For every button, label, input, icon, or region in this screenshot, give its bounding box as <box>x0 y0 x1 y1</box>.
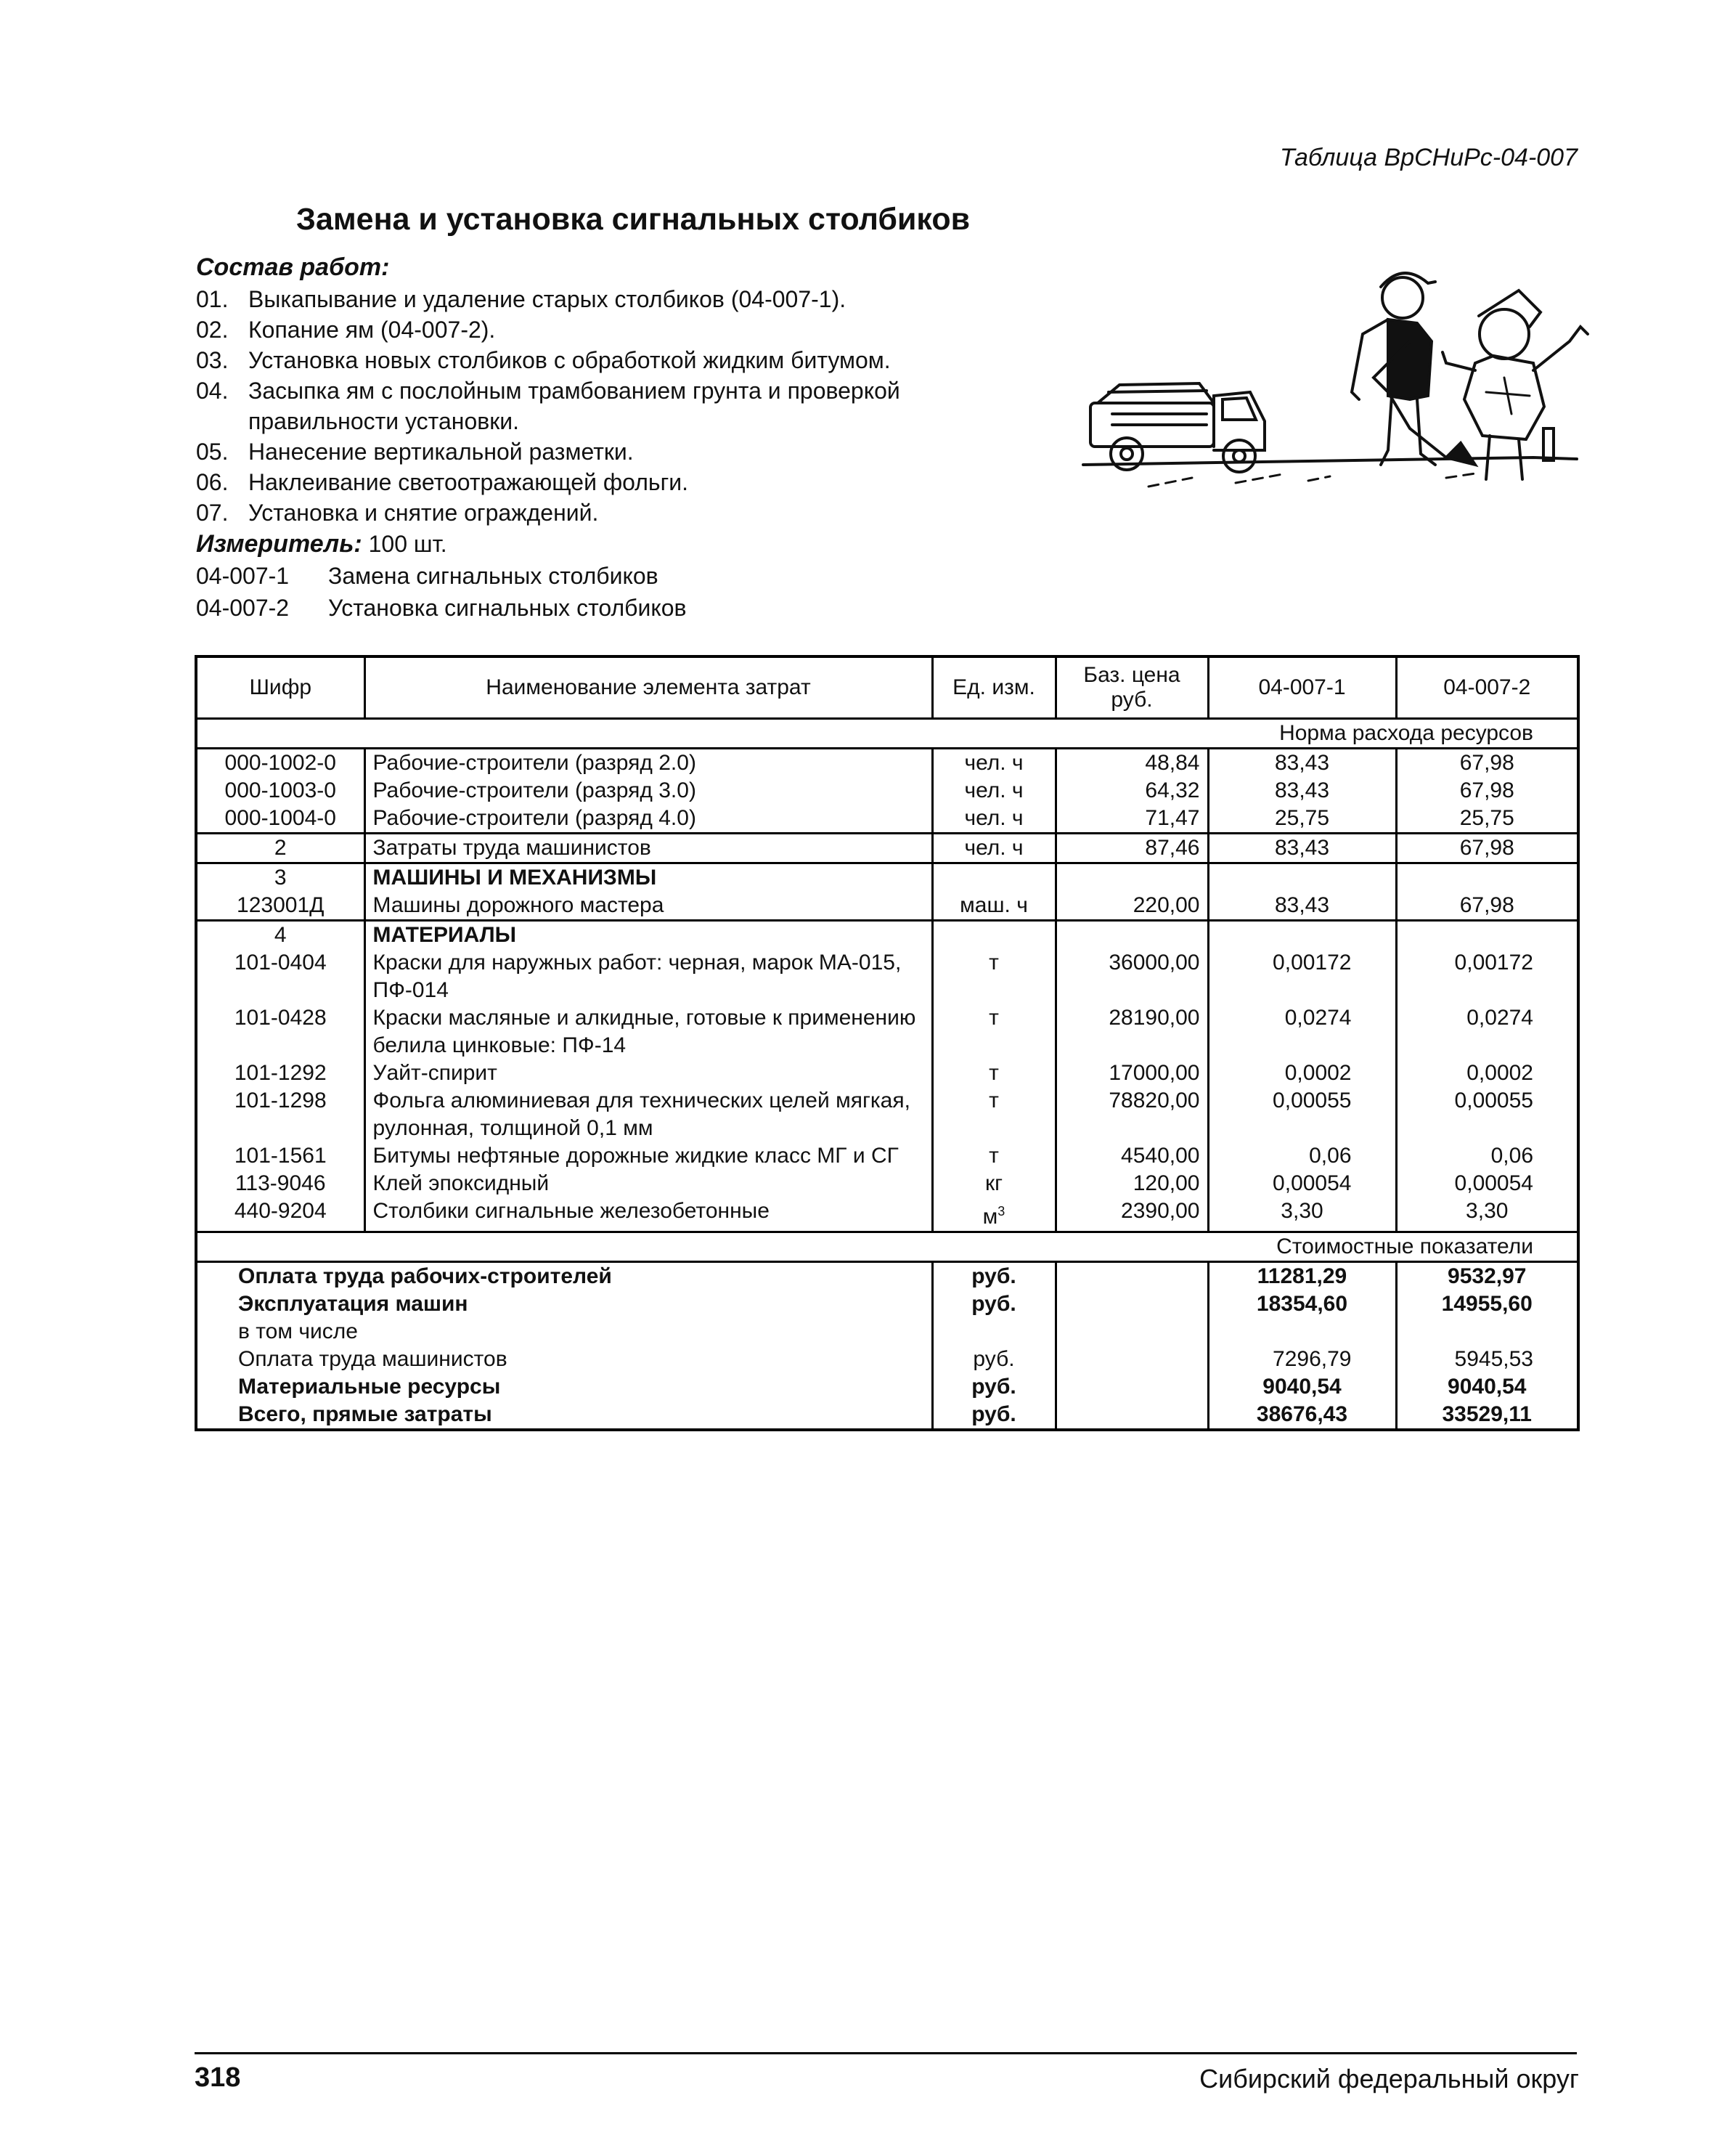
table-row: 000-1002-0 Рабочие-строители (разряд 2.0) чел. ч 48,84 83,43 67,98 <box>196 749 1578 778</box>
work-item: 02. Копание ям (04-007-2). <box>196 317 496 343</box>
footer-region: Сибирский федеральный округ <box>1199 2064 1579 2094</box>
cost-row: в том числе <box>196 1318 1578 1346</box>
page-number: 318 <box>195 2062 241 2093</box>
cost-row: Эксплуатация машин руб. 18354,60 14955,60 <box>196 1290 1578 1318</box>
cost-table <box>195 655 1580 1431</box>
table-row: 440-9204 Столбики сигнальные железобетонные $м^3$ 2390,00 3,30 3,30 <box>196 1197 1578 1232</box>
measure-label: Измеритель: <box>196 530 362 558</box>
cost-row: Оплата труда рабочих-строителей руб. 11281,29 9532,97 <box>196 1262 1578 1291</box>
col-unit: Ед. изм. <box>932 656 1056 719</box>
table-row: 2 Затраты труда машинистов чел. ч 87,46 83,43 67,98 <box>196 834 1578 863</box>
band-resources: Норма расхода ресурсов <box>196 719 1578 749</box>
table-row: 101-1298 Фольга алюминиевая для технических целей мягкая, рулонная, толщиной 0,1 мм т 78820,00 0,00055 0,00055 <box>196 1087 1578 1142</box>
col-04-007-1: 04-007-1 <box>1208 656 1396 719</box>
table-header-row <box>196 656 1578 719</box>
subtable-entry: 04-007-2 Установка сигнальных столбиков <box>196 595 687 621</box>
composition-label: Состав работ: <box>196 253 390 281</box>
table-row: 101-0404 Краски для наружных работ: черная, марок МА-015, ПФ-014 т 36000,00 0,00172 0,00172 <box>196 949 1578 1004</box>
table-row: 101-1561 Битумы нефтяные дорожные жидкие класс МГ и СГ т 4540,00 0,06 0,06 <box>196 1142 1578 1170</box>
work-item: 07. Установка и снятие ограждений. <box>196 500 599 526</box>
col-04-007-2: 04-007-2 <box>1396 656 1578 719</box>
workers-illustration <box>1069 247 1591 508</box>
table-row: 000-1003-0 Рабочие-строители (разряд 3.0) чел. ч 64,32 83,43 67,98 <box>196 777 1578 805</box>
cost-row: Оплата труда машинистов руб. 7296,79 5945,53 <box>196 1346 1578 1373</box>
section-row-materials: 4 МАТЕРИАЛЫ <box>196 921 1578 950</box>
table-row: 000-1004-0 Рабочие-строители (разряд 4.0) чел. ч 71,47 25,75 25,75 <box>196 805 1578 834</box>
work-composition <box>196 251 1067 624</box>
table-row: 101-1292 Уайт-спирит т 17000,00 0,0002 0,0002 <box>196 1059 1578 1087</box>
table-row: 113-9046 Клей эпоксидный кг 120,00 0,00054 0,00054 <box>196 1170 1578 1197</box>
col-price: Баз. цена руб. <box>1056 656 1208 719</box>
col-code: Шифр <box>196 656 364 719</box>
footer-rule <box>195 2052 1577 2054</box>
work-item: 06. Наклеивание светоотражающей фольги. <box>196 469 689 495</box>
cost-row: Всего, прямые затраты руб. 38676,43 33529,11 <box>196 1401 1578 1430</box>
measure-value: 100 шт. <box>368 531 447 557</box>
work-item: 04. Засыпка ям с послойным трамбованием грунта и проверкой правильности установки. <box>196 378 900 434</box>
subtable-entry: 04-007-1 Замена сигнальных столбиков <box>196 563 658 589</box>
cost-row: Материальные ресурсы руб. 9040,54 9040,54 <box>196 1373 1578 1401</box>
band-costs: Стоимостные показатели <box>196 1232 1578 1262</box>
page-title: Замена и установка сигнальных столбиков <box>296 202 971 237</box>
table-row: 123001Д Машины дорожного мастера маш. ч 220,00 83,43 67,98 <box>196 892 1578 921</box>
table-row: 101-0428 Краски масляные и алкидные, готовые к применению белила цинковые: ПФ-14 т 28190,00 0,0274 0,0274 <box>196 1004 1578 1059</box>
work-item: 05. Нанесение вертикальной разметки. <box>196 439 634 465</box>
section-row-machines: 3 МАШИНЫ И МЕХАНИЗМЫ <box>196 863 1578 892</box>
work-item: 01. Выкапывание и удаление старых столбиков (04-007-1). <box>196 286 846 312</box>
table-reference: Таблица ВрСНиРс-04-007 <box>1279 144 1578 171</box>
col-name: Наименование элемента затрат <box>364 656 932 719</box>
measure <box>196 528 1067 560</box>
work-item: 03. Установка новых столбиков с обработкой жидким битумом. <box>196 347 891 373</box>
